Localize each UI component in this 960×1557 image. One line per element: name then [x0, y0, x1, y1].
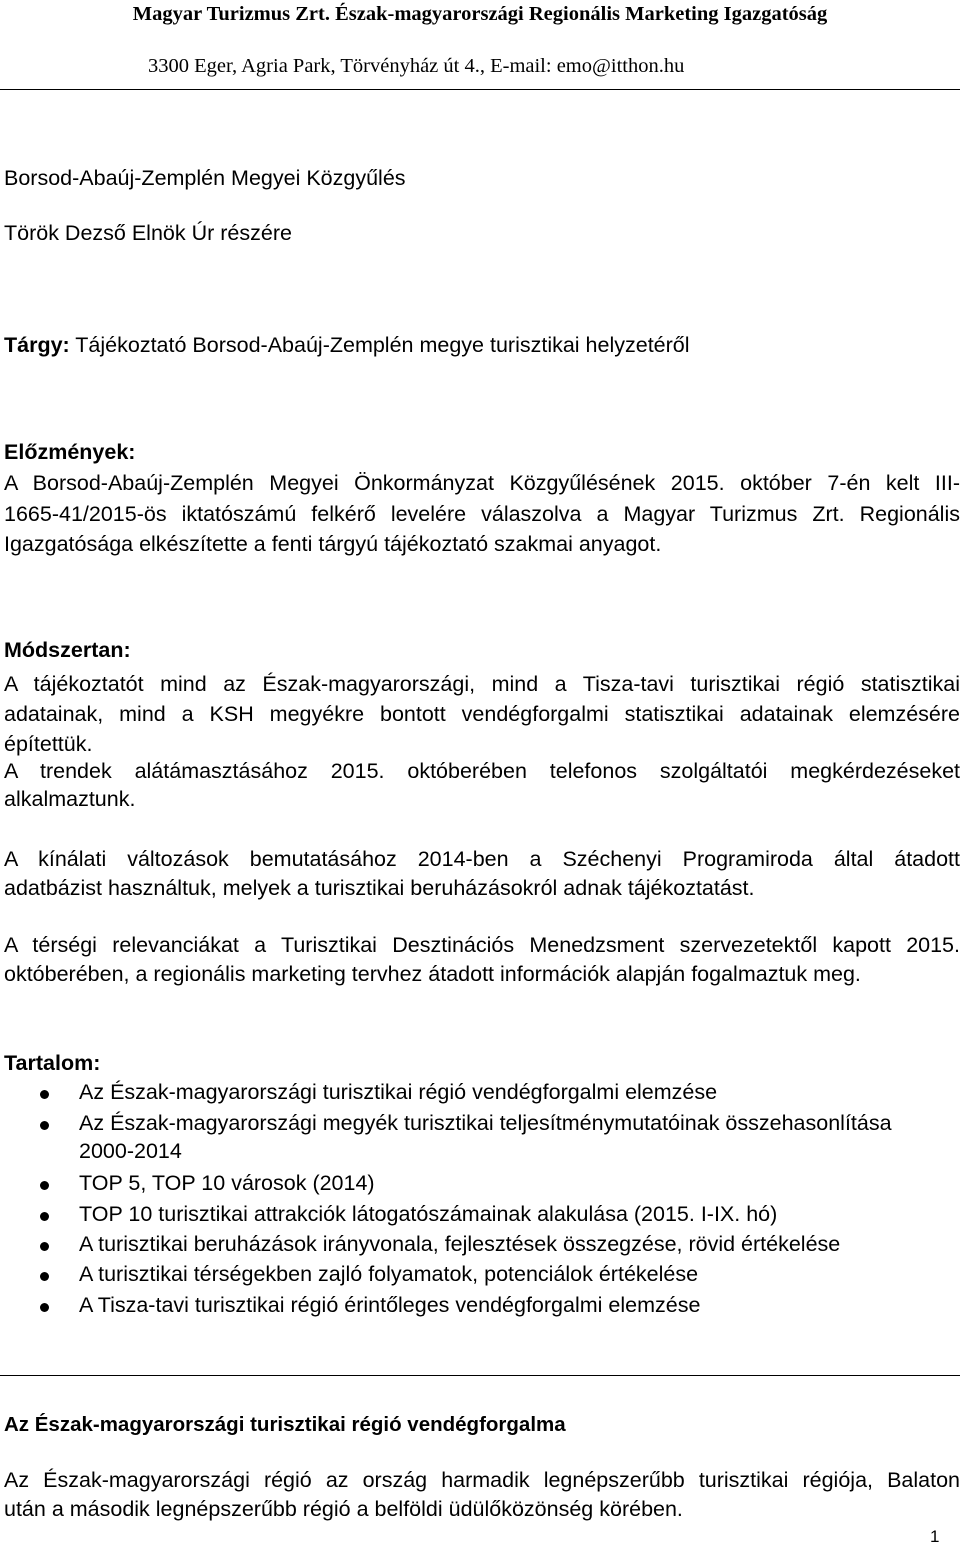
- bullet-icon: [40, 1090, 49, 1099]
- methodology-line: októberében, a regionális marketing tervhez átadott információk alapján fogalmaztuk meg.: [4, 962, 861, 986]
- methodology-line: adatbázist használtuk, melyek a turisztikai beruházásokról adnak tájékoztatást.: [4, 876, 755, 900]
- contents-item: Az Észak-magyarországi turisztikai régió vendégforgalmi elemzése: [79, 1080, 718, 1104]
- contents-heading: Tartalom:: [4, 1051, 101, 1075]
- bullet-icon: [40, 1212, 49, 1221]
- contents-item-continuation: 2000-2014: [79, 1139, 182, 1163]
- methodology-line: A térségi relevanciákat a Turisztikai Desztinációs Menedzsment szervezetektől kapott 2015.: [4, 933, 960, 957]
- section-divider: [0, 1375, 960, 1376]
- bullet-icon: [40, 1242, 49, 1251]
- antecedents-line: 1665-41/2015-ös iktatószámú felkérő levelére válaszolva a Magyar Turizmus Zrt. Regionális: [4, 502, 960, 526]
- page-number: 1: [930, 1527, 940, 1546]
- contents-item: TOP 10 turisztikai attrakciók látogatószámainak alakulása (2015. I-IX. hó): [79, 1202, 778, 1226]
- contents-item: A turisztikai térségekben zajló folyamatok, potenciálok értékelése: [79, 1262, 699, 1286]
- addressee-person: Török Dezső Elnök Úr részére: [4, 221, 292, 245]
- methodology-line: adatainak, mind a KSH megyékre bontott vendégforgalmi statisztikai adatainak elemzésére: [4, 702, 960, 726]
- section-line: Az Észak-magyarországi régió az ország harmadik legnépszerűbb turisztikai régiója, Balaton: [4, 1468, 960, 1492]
- subject-line: [4, 333, 690, 358]
- section-line: után a második legnépszerűbb régió a belföldi üdülőközönség körében.: [4, 1497, 683, 1521]
- methodology-line: alkalmaztunk.: [4, 787, 136, 811]
- bullet-icon: [40, 1272, 49, 1281]
- bullet-icon: [40, 1303, 49, 1312]
- methodology-heading: Módszertan:: [4, 638, 131, 662]
- methodology-line: A kínálati változások bemutatásához 2014-ben a Széchenyi Programiroda által átadott: [4, 847, 960, 871]
- methodology-line: építettük.: [4, 732, 93, 756]
- subject-text: Tájékoztató Borsod-Abaúj-Zemplén megye turisztikai helyzetéről: [69, 333, 690, 357]
- contents-item: A Tisza-tavi turisztikai régió érintőleges vendégforgalmi elemzése: [79, 1293, 701, 1317]
- bullet-icon: [40, 1181, 49, 1190]
- subject-label: Tárgy:: [4, 333, 70, 357]
- contents-item: Az Észak-magyarországi megyék turisztikai teljesítménymutatóinak összehasonlítása: [79, 1111, 892, 1135]
- contents-item: A turisztikai beruházások irányvonala, fejlesztések összegzése, rövid értékelése: [79, 1232, 841, 1256]
- antecedents-line: A Borsod-Abaúj-Zemplén Megyei Önkormányzat Közgyűlésének 2015. október 7-én kelt III-: [4, 471, 960, 495]
- header-divider: [0, 89, 960, 90]
- antecedents-line: Igazgatósága elkészítette a fenti tárgyú tájékoztató szakmai anyagot.: [4, 532, 662, 556]
- contents-item: TOP 5, TOP 10 városok (2014): [79, 1171, 375, 1195]
- bullet-icon: [40, 1121, 49, 1130]
- letterhead-organization: Magyar Turizmus Zrt. Észak-magyarországi Regionális Marketing Igazgatóság: [132, 3, 828, 25]
- letterhead-address: 3300 Eger, Agria Park, Törvényház út 4., E-mail: emo@itthon.hu: [148, 55, 685, 77]
- addressee-body: Borsod-Abaúj-Zemplén Megyei Közgyűlés: [4, 166, 406, 190]
- antecedents-heading: Előzmények:: [4, 440, 136, 464]
- methodology-line: A tájékoztatót mind az Észak-magyarországi, mind a Tisza-tavi turisztikai régió statisztikai: [4, 672, 960, 696]
- methodology-line: A trendek alátámasztásához 2015. októberében telefonos szolgáltatói megkérdezéseket: [4, 759, 960, 783]
- section-heading: Az Észak-magyarországi turisztikai régió vendégforgalma: [4, 1413, 566, 1436]
